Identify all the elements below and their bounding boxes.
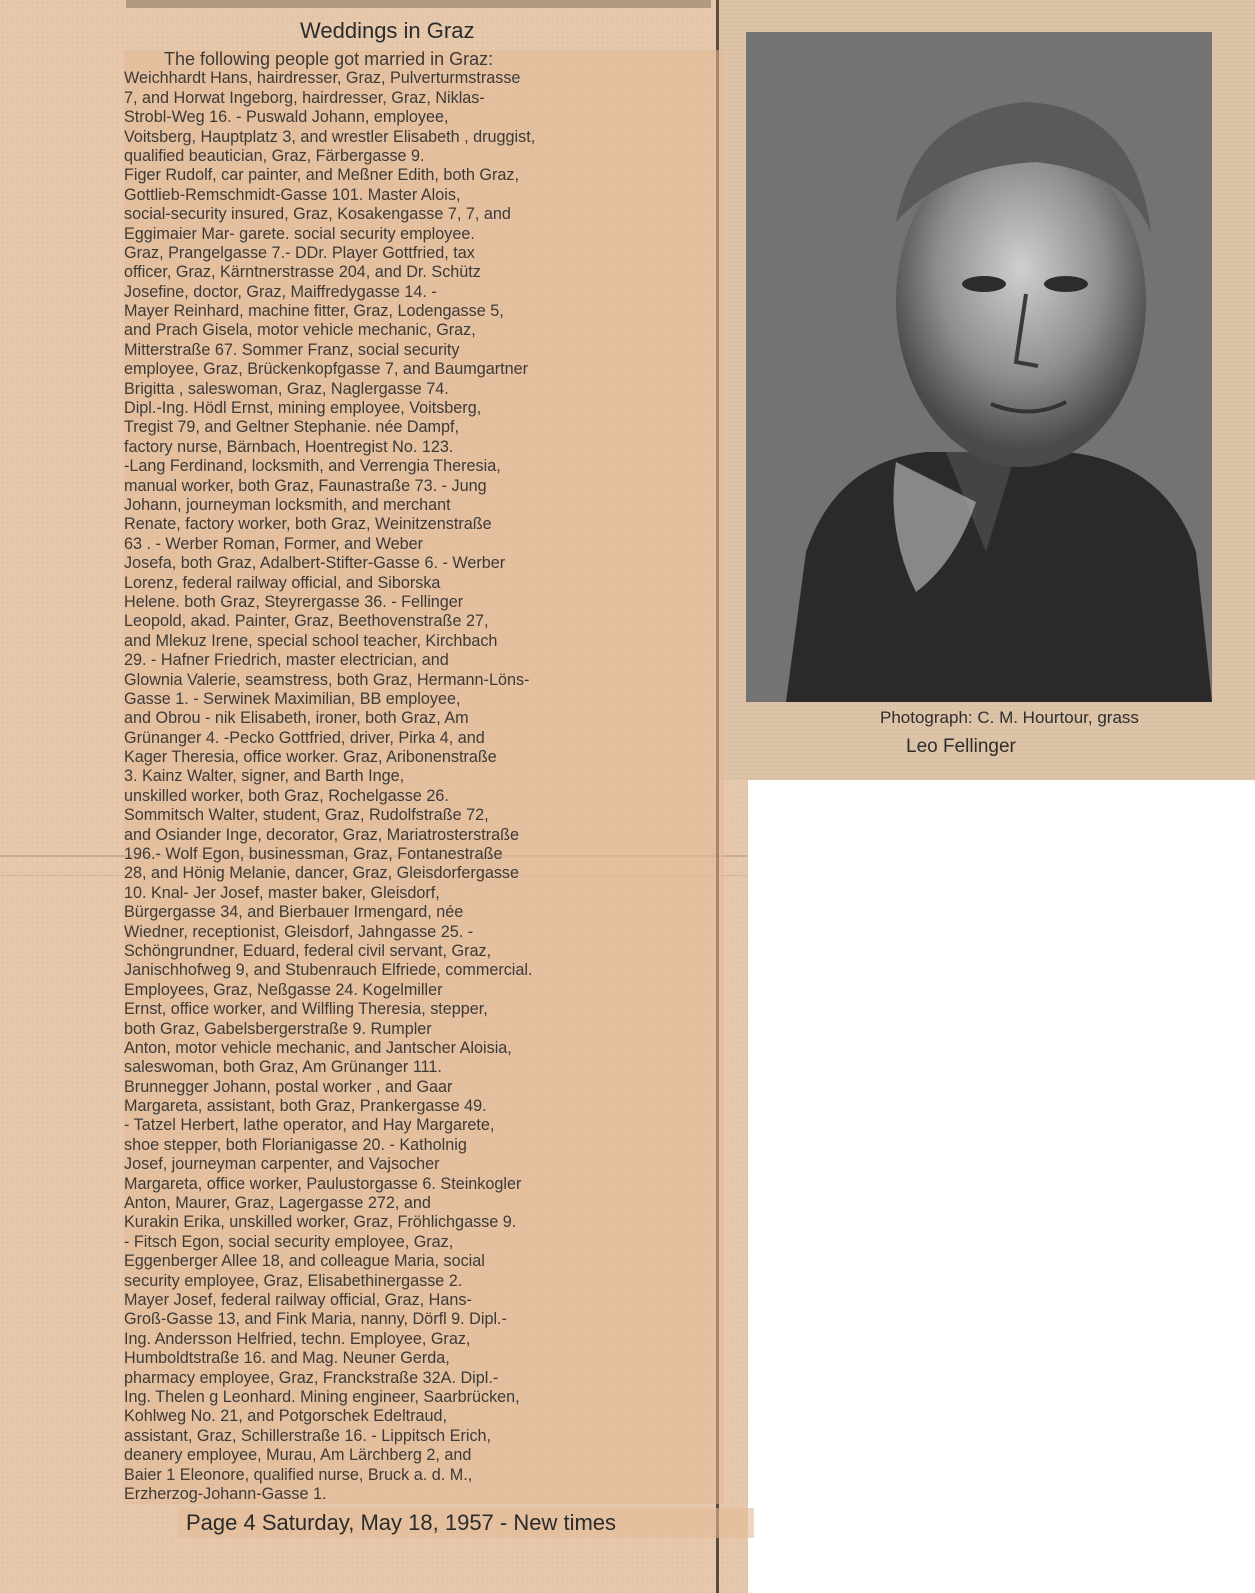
- article-line: Gottlieb-Remschmidt-Gasse 101. Master Alois,: [124, 186, 724, 205]
- article-line: security employee, Graz, Elisabethinergasse 2.: [124, 1272, 724, 1291]
- article-line: Employees, Graz, Neßgasse 24. Kogelmiller: [124, 981, 724, 1000]
- article-line: Sommitsch Walter, student, Graz, Rudolfstraße 72,: [124, 806, 724, 825]
- article-line: Ernst, office worker, and Wilfling Theresia, stepper,: [124, 1000, 724, 1019]
- article-line: Graz, Prangelgasse 7.- DDr. Player Gottfried, tax: [124, 244, 724, 263]
- article-line: 29. - Hafner Friedrich, master electrician, and: [124, 651, 724, 670]
- article-line: Eggenberger Allee 18, and colleague Maria, social: [124, 1252, 724, 1271]
- article-line: Glownia Valerie, seamstress, both Graz, Hermann-Löns-: [124, 671, 724, 690]
- article-line: Leopold, akad. Painter, Graz, Beethovenstraße 27,: [124, 612, 724, 631]
- photo-credit: Photograph: C. M. Hourtour, grass: [880, 708, 1139, 727]
- article-line: 7, and Horwat Ingeborg, hairdresser, Graz, Niklas-: [124, 89, 724, 108]
- article-line: Josefine, doctor, Graz, Maiffredygasse 14. -: [124, 283, 724, 302]
- article-line: Voitsberg, Hauptplatz 3, and wrestler Elisabeth , druggist,: [124, 128, 724, 147]
- article-line: Lorenz, federal railway official, and Siborska: [124, 574, 724, 593]
- article-line: Ing. Thelen g Leonhard. Mining engineer, Saarbrücken,: [124, 1388, 724, 1407]
- article-line: 28, and Hönig Melanie, dancer, Graz, Gleisdorfergasse: [124, 864, 724, 883]
- article-line: Josef, journeyman carpenter, and Vajsocher: [124, 1155, 724, 1174]
- article-line: 10. Knal- Jer Josef, master baker, Gleisdorf,: [124, 884, 724, 903]
- page-footer: Page 4 Saturday, May 18, 1957 - New times: [178, 1508, 754, 1538]
- article-title: Weddings in Graz: [300, 18, 475, 43]
- article-line: Johann, journeyman locksmith, and merchant: [124, 496, 724, 515]
- article-line: employee, Graz, Brückenkopfgasse 7, and Baumgartner: [124, 360, 724, 379]
- article-body: [124, 50, 724, 1504]
- article-line: Gasse 1. - Serwinek Maximilian, BB employee,: [124, 690, 724, 709]
- article-line: and Obrou - nik Elisabeth, ironer, both Graz, Am: [124, 709, 724, 728]
- article-line: - Tatzel Herbert, lathe operator, and Hay Margarete,: [124, 1116, 724, 1135]
- article-line: Kurakin Erika, unskilled worker, Graz, Fröhlichgasse 9.: [124, 1213, 724, 1232]
- article-line: Strobl-Weg 16. - Puswald Johann, employee,: [124, 108, 724, 127]
- article-line: Weichhardt Hans, hairdresser, Graz, Pulverturmstrasse: [124, 69, 724, 88]
- article-line: Mitterstraße 67. Sommer Franz, social security: [124, 341, 724, 360]
- article-line: and Osiander Inge, decorator, Graz, Mariatrosterstraße: [124, 826, 724, 845]
- article-line: and Prach Gisela, motor vehicle mechanic, Graz,: [124, 321, 724, 340]
- article-line: saleswoman, both Graz, Am Grünanger 111.: [124, 1058, 724, 1077]
- article-line: Humboldtstraße 16. and Mag. Neuner Gerda,: [124, 1349, 724, 1368]
- article-line: social-security insured, Graz, Kosakengasse 7, 7, and: [124, 205, 724, 224]
- article-line: Brunnegger Johann, postal worker , and Gaar: [124, 1078, 724, 1097]
- article-line: Brigitta , saleswoman, Graz, Naglergasse 74.: [124, 380, 724, 399]
- article-line: both Graz, Gabelsbergerstraße 9. Rumpler: [124, 1020, 724, 1039]
- article-line: Bürgergasse 34, and Bierbauer Irmengard, née: [124, 903, 724, 922]
- article-line: Margareta, assistant, both Graz, Prankergasse 49.: [124, 1097, 724, 1116]
- article-line: assistant, Graz, Schillerstraße 16. - Lippitsch Erich,: [124, 1427, 724, 1446]
- article-line: Renate, factory worker, both Graz, Weinitzenstraße: [124, 515, 724, 534]
- article-line: shoe stepper, both Florianigasse 20. - Katholnig: [124, 1136, 724, 1155]
- article-line: Mayer Reinhard, machine fitter, Graz, Lodengasse 5,: [124, 302, 724, 321]
- article-line: unskilled worker, both Graz, Rochelgasse 26.: [124, 787, 724, 806]
- article-line: The following people got married in Graz:: [124, 50, 724, 69]
- article-line: Groß-Gasse 13, and Fink Maria, nanny, Dörfl 9. Dipl.-: [124, 1310, 724, 1329]
- article-line: -Lang Ferdinand, locksmith, and Verrengia Theresia,: [124, 457, 724, 476]
- article-line: Anton, motor vehicle mechanic, and Jantscher Aloisia,: [124, 1039, 724, 1058]
- article-line: - Fitsch Egon, social security employee, Graz,: [124, 1233, 724, 1252]
- article-line: officer, Graz, Kärntnerstrasse 204, and Dr. Schütz: [124, 263, 724, 282]
- article-line: Anton, Maurer, Graz, Lagergasse 272, and: [124, 1194, 724, 1213]
- article-line: 3. Kainz Walter, signer, and Barth Inge,: [124, 767, 724, 786]
- article-line: Wiedner, receptionist, Gleisdorf, Jahngasse 25. -: [124, 923, 724, 942]
- article-line: 63 . - Werber Roman, Former, and Weber: [124, 535, 724, 554]
- torn-top-edge: [126, 0, 711, 8]
- portrait-photo: [746, 32, 1212, 702]
- article-line: Baier 1 Eleonore, qualified nurse, Bruck a. d. M.,: [124, 1466, 724, 1485]
- article-line: qualified beautician, Graz, Färbergasse 9.: [124, 147, 724, 166]
- article-line: Kohlweg No. 21, and Potgorschek Edeltraud,: [124, 1407, 724, 1426]
- article-line: Kager Theresia, office worker. Graz, Aribonenstraße: [124, 748, 724, 767]
- article-line: and Mlekuz Irene, special school teacher, Kirchbach: [124, 632, 724, 651]
- article-line: Margareta, office worker, Paulustorgasse 6. Steinkogler: [124, 1175, 724, 1194]
- article-line: Schöngrundner, Eduard, federal civil servant, Graz,: [124, 942, 724, 961]
- article-line: Tregist 79, and Geltner Stephanie. née Dampf,: [124, 418, 724, 437]
- photo-caption: Leo Fellinger: [906, 736, 1016, 757]
- article-line: factory nurse, Bärnbach, Hoentregist No. 123.: [124, 438, 724, 457]
- article-line: Dipl.-Ing. Hödl Ernst, mining employee, Voitsberg,: [124, 399, 724, 418]
- article-line: Eggimaier Mar- garete. social security employee.: [124, 225, 724, 244]
- article-line: deanery employee, Murau, Am Lärchberg 2, and: [124, 1446, 724, 1465]
- article-line: Janischhofweg 9, and Stubenrauch Elfriede, commercial.: [124, 961, 724, 980]
- article-line: pharmacy employee, Graz, Franckstraße 32A. Dipl.-: [124, 1369, 724, 1388]
- article-line: Ing. Andersson Helfried, techn. Employee, Graz,: [124, 1330, 724, 1349]
- article-line: Figer Rudolf, car painter, and Meßner Edith, both Graz,: [124, 166, 724, 185]
- article-line: Josefa, both Graz, Adalbert-Stifter-Gasse 6. - Werber: [124, 554, 724, 573]
- article-line: Helene. both Graz, Steyrergasse 36. - Fellinger: [124, 593, 724, 612]
- article-line: manual worker, both Graz, Faunastraße 73. - Jung: [124, 477, 724, 496]
- article-line: Grünanger 4. -Pecko Gottfried, driver, Pirka 4, and: [124, 729, 724, 748]
- article-line: 196.- Wolf Egon, businessman, Graz, Fontanestraße: [124, 845, 724, 864]
- article-line: Mayer Josef, federal railway official, Graz, Hans-: [124, 1291, 724, 1310]
- article-line: Erzherzog-Johann-Gasse 1.: [124, 1485, 724, 1504]
- portrait-silhouette: [746, 32, 1212, 702]
